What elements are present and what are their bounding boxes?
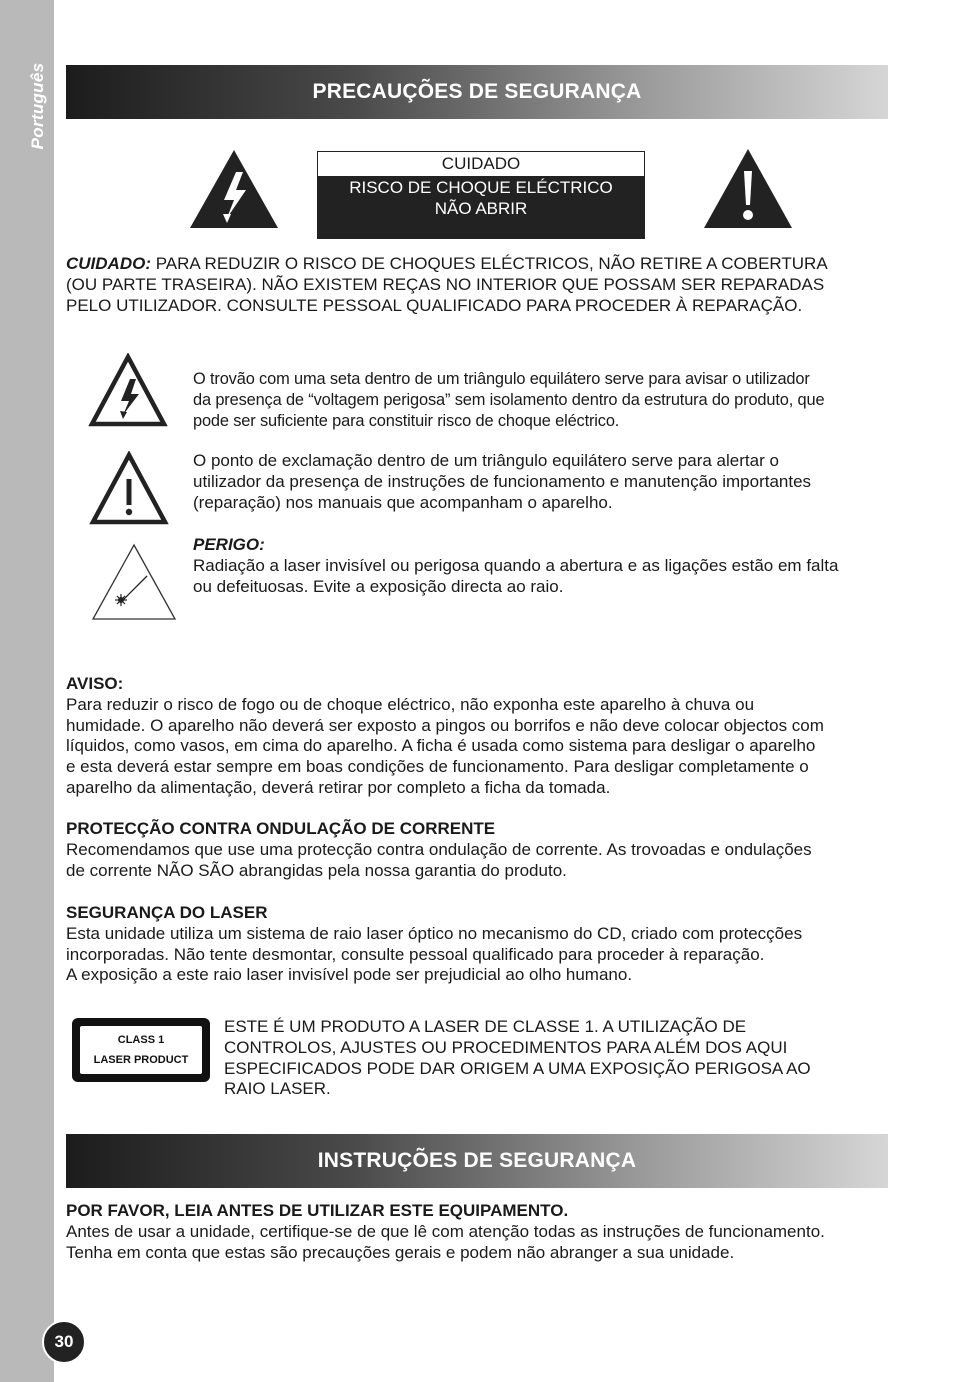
notice-line: ESTE É UM PRODUTO A LASER DE CLASSE 1. A UTILIZAÇÃO DE bbox=[224, 1017, 747, 1036]
electric-shock-warning-icon bbox=[190, 150, 278, 228]
laser-safety-line: Esta unidade utiliza um sistema de raio laser óptico no mecanismo do CD, criado com protecções bbox=[66, 923, 803, 943]
please-read-heading: POR FAVOR, LEIA ANTES DE UTILIZAR ESTE EQUIPAMENTO. bbox=[66, 1201, 569, 1220]
caution-box bbox=[317, 151, 645, 239]
caution-box-line: NÃO ABRIR bbox=[434, 199, 528, 218]
side-strip bbox=[0, 0, 54, 1382]
section-title: PRECAUÇÕES DE SEGURANÇA bbox=[312, 80, 642, 103]
caution-text-line: (OU PARTE TRASEIRA). NÃO EXISTEM REÇAS NO INTERIOR QUE POSSAM SER REPARADAS bbox=[66, 274, 825, 294]
class-1-laser-label bbox=[72, 1018, 210, 1082]
language-tab-label: Português bbox=[28, 62, 47, 150]
surge-protection-section bbox=[66, 819, 888, 881]
description-line: da presença de “voltagem perigosa” sem isolamento dentro da estrutura do produto, que bbox=[193, 390, 825, 409]
description-line: (reparação) nos manuais que acompanham o aparelho. bbox=[193, 492, 613, 512]
caution-box-heading: CUIDADO bbox=[318, 152, 644, 176]
warning-line: aparelho da alimentação, deverá retirar por completo a ficha da tomada. bbox=[66, 777, 611, 797]
exclamation-symbol-description bbox=[193, 451, 887, 513]
exclamation-warning-icon bbox=[704, 149, 792, 228]
description-line: Radiação a laser invisível ou perigosa quando a abertura e as ligações estão em falta bbox=[193, 555, 839, 575]
laser-symbol-description bbox=[193, 535, 887, 597]
surge-line: de corrente NÃO SÃO abrangidas pela nossa garantia do produto. bbox=[66, 860, 567, 880]
caution-label: CUIDADO: bbox=[66, 254, 151, 273]
laser-safety-line: A exposição a este raio laser invisível pode ser prejudicial ao olho humano. bbox=[66, 965, 633, 985]
danger-label: PERIGO: bbox=[193, 535, 265, 554]
warning-line: Para reduzir o risco de fogo ou de choque eléctrico, não exponha este aparelho à chuva ou bbox=[66, 694, 755, 714]
please-read-line: Tenha em conta que estas são precauções gerais e podem não abranger a sua unidade. bbox=[66, 1242, 735, 1262]
notice-line: ESPECIFICADOS PODE DAR ORIGEM A UMA EXPOSIÇÃO PERIGOSA AO bbox=[224, 1058, 811, 1078]
warning-heading: AVISO: bbox=[66, 674, 124, 693]
laser-product-notice bbox=[224, 1017, 888, 1100]
please-read-line: Antes de usar a unidade, certifique-se de que lê com atenção todas as instruções de funcionamento. bbox=[66, 1221, 825, 1241]
laser-safety-heading: SEGURANÇA DO LASER bbox=[66, 903, 268, 922]
laser-safety-line: incorporadas. Não tente desmontar, consulte pessoal qualificado para proceder à reparação. bbox=[66, 944, 765, 964]
surge-line: Recomendamos que use uma protecção contra ondulação de corrente. As trovoadas e ondulações bbox=[66, 839, 812, 859]
section-banner-precautions bbox=[66, 65, 888, 119]
lightning-symbol-description bbox=[193, 369, 887, 431]
surge-heading: PROTECÇÃO CONTRA ONDULAÇÃO DE CORRENTE bbox=[66, 819, 496, 838]
laser-safety-section bbox=[66, 903, 888, 986]
description-line: O trovão com uma seta dentro de um triângulo equilátero serve para avisar o utilizador bbox=[193, 370, 810, 388]
caution-text-line: PARA REDUZIR O RISCO DE CHOQUES ELÉCTRICOS, NÃO RETIRE A COBERTURA bbox=[151, 254, 828, 273]
section-banner-instructions bbox=[66, 1134, 888, 1188]
warning-section bbox=[66, 674, 888, 799]
notice-line: RAIO LASER. bbox=[224, 1079, 331, 1099]
notice-line: CONTROLOS, AJUSTES OU PROCEDIMENTOS PARA ALÉM DOS AQUI bbox=[224, 1037, 788, 1057]
description-line: utilizador da presença de instruções de funcionamento e manutenção importantes bbox=[193, 471, 812, 491]
page-number: 30 bbox=[42, 1320, 86, 1364]
section-title: INSTRUÇÕES DE SEGURANÇA bbox=[317, 1149, 637, 1172]
label-line: CLASS 1 bbox=[117, 1034, 165, 1046]
exclamation-triangle-icon bbox=[89, 451, 169, 526]
caution-text-line: PELO UTILIZADOR. CONSULTE PESSOAL QUALIFICADO PARA PROCEDER À REPARAÇÃO. bbox=[66, 295, 803, 315]
description-line: ou defeituosas. Evite a exposição directa ao raio. bbox=[193, 576, 564, 596]
warning-line: líquidos, como vasos, em cima do aparelho. A ficha é usada como sistema para desligar o aparelho bbox=[66, 736, 816, 756]
description-line: O ponto de exclamação dentro de um triângulo equilátero serve para alertar o bbox=[193, 451, 779, 470]
caution-paragraph bbox=[66, 254, 888, 316]
label-line: LASER PRODUCT bbox=[93, 1054, 189, 1066]
warning-line: e esta deverá estar sempre em boas condições de funcionamento. Para desligar completamente o bbox=[66, 757, 809, 777]
laser-radiation-icon bbox=[89, 542, 179, 622]
please-read-section bbox=[66, 1201, 888, 1263]
description-line: pode ser suficiente para constituir risco de choque eléctrico. bbox=[193, 411, 620, 430]
warning-line: humidade. O aparelho não deverá ser exposto a pingos ou borrifos e não deve colocar objectos com bbox=[66, 715, 824, 735]
lightning-triangle-icon bbox=[88, 353, 168, 428]
caution-box-line: RISCO DE CHOQUE ELÉCTRICO bbox=[349, 178, 613, 197]
